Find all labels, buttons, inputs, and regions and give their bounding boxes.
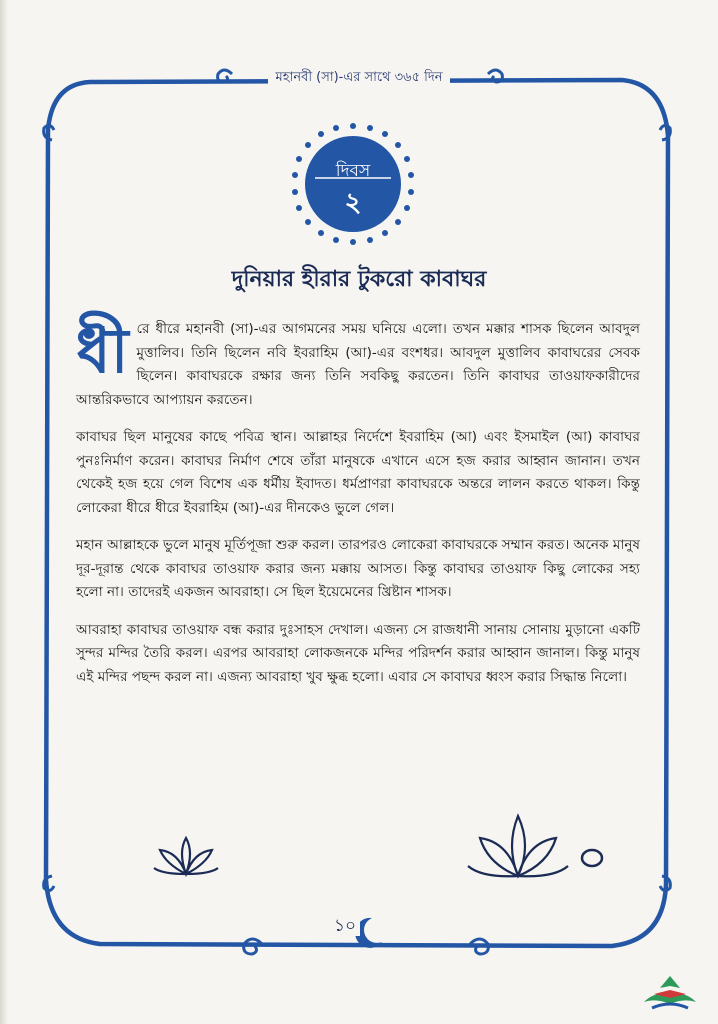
day-badge-number: ২ — [344, 188, 362, 218]
day-badge-word: দিবস — [335, 161, 371, 181]
lotus-icon — [154, 838, 218, 874]
paragraph: কাবাঘর ছিল মানুষের কাছে পবিত্র স্থান। আল্লাহর নির্দেশে ইবরাহিম (আ) এবং ইসমাইল (আ) কাবাঘর পুনঃনির্মাণ করেন। কাবাঘর নির্মাণ শেষে তাঁরা মানুষকে এখানে এসে হজ করার আহ্বান জানান। তখন থেকেই হজ হয়ে গেল বিশেষ এক ধর্মীয় ইবাদত। ধর্মপ্রাণরা কাবাঘরকে অন্তরে লালন করতে থাকল। কিন্তু লোকেরা ধীরে ধীরে ইবরাহিম (আ)-এর দীনকেও ভুলে গেল। — [76, 429, 640, 516]
running-title: মহানবী (সা)-এর সাথে ৩৬৫ দিন — [268, 70, 451, 85]
body-text — [76, 314, 640, 703]
lotus-icon — [468, 816, 568, 876]
paragraph — [76, 314, 640, 412]
day-badge — [301, 132, 405, 236]
publisher-logo-icon — [638, 972, 702, 1014]
paragraph: আবরাহা কাবাঘর তাওয়াফ বন্ধ করার দুঃসাহস দেখাল। এজন্য সে রাজধানী সানায় সোনায় মুড়ানো একটি সুন্দর মন্দির তৈরি করল। এরপর আবরাহা লোকজনকে মন্দির পরিদর্শন করার আহ্বান জানাল। কিন্তু মানুষ এই মন্দির পছন্দ করল না। এজন্য আবরাহা খুব ক্ষুব্ধ হলো। এবার সে কাবাঘর ধ্বংস করার সিদ্ধান্ত নিলো। — [76, 621, 640, 685]
running-header — [0, 68, 718, 89]
paragraph: মহান আল্লাহকে ভুলে মানুষ মূর্তিপূজা শুরু করল। তারপরও লোকেরা কাবাঘরকে সম্মান করত। অনেক মানুষ দূর-দূরান্ত থেকে কাবাঘর তাওয়াফ করার জন্য মক্কায় আসত। কিন্তু কাবাঘর তাওয়াফ কিছু লোকের সহ্য হলো না। তাদেরই একজন আবরাহা। সে ছিল ইয়েমেনের খ্রিষ্টান শাসক। — [76, 537, 640, 600]
paragraph-text: রে ধীরে মহানবী (সা)-এর আগমনের সময় ঘনিয়ে এলো। তখন মক্কার শাসক ছিলেন আবদুল মুত্তালিব। তিনি ছিলেন নবি ইবরাহিম (আ)-এর বংশধর। আবদুল মুত্তালিব কাবাঘরের সেবক ছিলেন। কাবাঘরকে রক্ষার জন্য তিনি সবকিছু করতেন। তিনি কাবাঘর তাওয়াফকারীদের আন্তরিকভাবে আপ্যায়ন করতেন। — [76, 321, 640, 408]
drop-cap: ধী — [76, 314, 129, 387]
page-number: ১০ — [330, 913, 390, 941]
chapter-title: দুনিয়ার হীরার টুকরো কাবাঘর — [231, 267, 487, 292]
